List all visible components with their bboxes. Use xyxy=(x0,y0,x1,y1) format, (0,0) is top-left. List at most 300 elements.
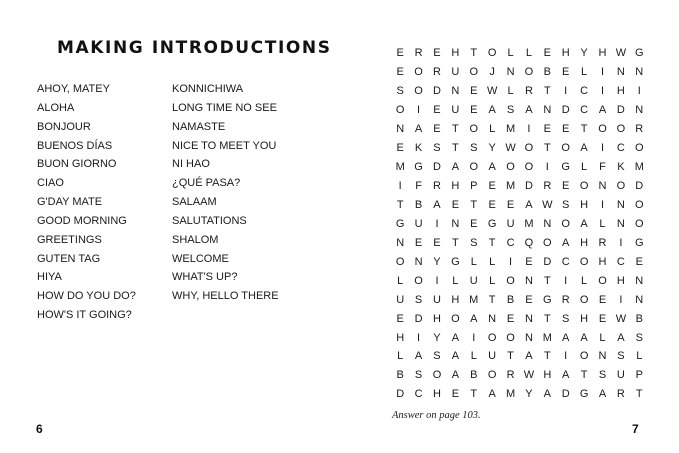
grid-letter: A xyxy=(488,104,496,117)
word-list-item: NAMASTE xyxy=(172,120,226,133)
grid-letter: T xyxy=(470,198,478,211)
grid-letter: O xyxy=(506,274,515,287)
grid-letter: D xyxy=(543,255,552,268)
grid-letter: S xyxy=(433,350,441,363)
grid-letter: I xyxy=(509,255,513,268)
grid-letter: E xyxy=(635,255,643,268)
word-list-item: BUON GIORNO xyxy=(37,158,117,171)
grid-letter: C xyxy=(506,236,515,249)
grid-letter: I xyxy=(435,217,439,230)
grid-letter: N xyxy=(396,236,405,249)
grid-letter: E xyxy=(396,47,404,60)
grid-letter: A xyxy=(562,331,570,344)
grid-letter: H xyxy=(433,388,441,401)
word-list-item: WHAT'S UP? xyxy=(172,271,238,284)
grid-letter: O xyxy=(414,66,423,79)
grid-row xyxy=(391,366,648,385)
grid-row xyxy=(391,290,648,309)
grid-letter: D xyxy=(524,180,533,193)
grid-letter: T xyxy=(470,47,478,60)
grid-letter: E xyxy=(451,198,460,211)
grid-row xyxy=(391,44,648,63)
grid-letter: A xyxy=(488,388,496,401)
grid-letter: O xyxy=(524,66,534,79)
grid-letter: L xyxy=(581,161,588,174)
grid-letter: E xyxy=(488,198,496,211)
grid-row xyxy=(391,82,648,101)
grid-letter: E xyxy=(470,85,478,98)
grid-letter: O xyxy=(634,217,644,230)
grid-letter: E xyxy=(396,312,404,325)
word-list-item: HOW DO YOU DO? xyxy=(37,290,136,303)
grid-letter: A xyxy=(451,161,460,174)
grid-letter: O xyxy=(579,180,589,193)
grid-letter: N xyxy=(451,85,460,98)
grid-letter: L xyxy=(599,331,606,344)
word-list-item: GOOD MORNING xyxy=(37,214,127,227)
grid-letter: S xyxy=(470,142,478,155)
grid-letter: I xyxy=(600,85,605,98)
grid-letter: S xyxy=(414,293,423,306)
grid-letter: N xyxy=(635,104,644,117)
grid-letter: R xyxy=(598,236,607,249)
grid-letter: R xyxy=(433,66,441,79)
grid-letter: E xyxy=(562,66,570,79)
grid-letter: T xyxy=(543,274,551,287)
grid-letter: N xyxy=(635,66,644,79)
grid-letter: T xyxy=(543,85,551,98)
grid-letter: U xyxy=(433,293,441,306)
grid-letter: G xyxy=(451,255,460,268)
grid-row xyxy=(391,63,648,82)
grid-row xyxy=(391,347,648,366)
grid-letter: I xyxy=(545,161,549,174)
grid-letter: O xyxy=(487,331,497,344)
grid-letter: T xyxy=(635,388,643,401)
grid-letter: R xyxy=(561,293,570,306)
word-list-item: KONNICHIWA xyxy=(172,83,244,95)
grid-letter: K xyxy=(414,142,423,155)
grid-letter: I xyxy=(637,85,641,98)
grid-letter: N xyxy=(598,180,607,193)
grid-letter: E xyxy=(562,180,570,193)
grid-letter: R xyxy=(543,180,552,193)
grid-letter: T xyxy=(452,236,459,249)
word-search-grid xyxy=(391,44,648,404)
grid-letter: L xyxy=(470,350,477,363)
grid-letter: M xyxy=(634,161,644,174)
grid-letter: E xyxy=(396,66,404,79)
grid-letter: S xyxy=(635,331,643,344)
word-list-item: SALUTATIONS xyxy=(172,214,247,227)
grid-letter: A xyxy=(451,331,460,344)
word-list-item: SALAAM xyxy=(172,196,217,209)
grid-letter: L xyxy=(525,47,532,60)
grid-letter: H xyxy=(451,47,460,60)
grid-letter: A xyxy=(451,369,460,382)
grid-row xyxy=(391,177,648,196)
grid-letter: E xyxy=(433,236,441,249)
grid-letter: O xyxy=(524,161,534,174)
grid-letter: Y xyxy=(580,47,588,60)
grid-letter: S xyxy=(506,104,515,117)
grid-letter: E xyxy=(433,123,441,136)
grid-letter: A xyxy=(470,312,478,325)
grid-letter: O xyxy=(598,274,607,287)
grid-letter: C xyxy=(414,388,423,401)
grid-letter: T xyxy=(488,236,496,249)
grid-letter: N xyxy=(543,217,552,230)
grid-letter: A xyxy=(525,104,533,117)
grid-letter: I xyxy=(417,331,421,344)
grid-letter: N xyxy=(543,104,552,117)
grid-letter: O xyxy=(487,47,497,60)
grid-letter: I xyxy=(435,274,439,287)
word-list-item: BONJOUR xyxy=(37,120,91,133)
grid-letter: E xyxy=(598,312,607,325)
grid-letter: U xyxy=(506,217,515,230)
grid-letter: H xyxy=(580,198,589,211)
grid-letter: G xyxy=(543,293,552,306)
grid-letter: M xyxy=(505,180,516,193)
grid-letter: Q xyxy=(524,236,534,249)
grid-letter: A xyxy=(580,217,588,230)
grid-row xyxy=(391,252,648,271)
grid-letter: N xyxy=(524,331,533,344)
grid-letter: D xyxy=(616,104,625,117)
grid-letter: O xyxy=(414,274,423,287)
grid-letter: O xyxy=(395,255,405,268)
word-list-item: BUENOS DÍAS xyxy=(37,139,113,152)
grid-letter: C xyxy=(580,104,589,117)
grid-letter: L xyxy=(452,274,459,287)
grid-letter: L xyxy=(397,274,404,287)
grid-letter: C xyxy=(580,85,589,98)
grid-row xyxy=(391,271,648,290)
grid-letter: W xyxy=(542,198,553,211)
grid-letter: O xyxy=(395,104,405,117)
grid-letter: A xyxy=(433,198,441,211)
grid-letter: N xyxy=(524,312,533,325)
grid-letter: H xyxy=(616,274,625,287)
grid-letter: H xyxy=(433,312,441,325)
grid-letter: E xyxy=(506,312,515,325)
grid-letter: M xyxy=(505,123,516,136)
grid-letter: K xyxy=(617,161,625,174)
grid-letter: W xyxy=(615,47,627,60)
grid-letter: S xyxy=(414,369,423,382)
grid-letter: G xyxy=(395,217,405,230)
grid-letter: A xyxy=(580,142,588,155)
grid-letter: S xyxy=(433,142,441,155)
grid-letter: O xyxy=(524,142,534,155)
grid-letter: I xyxy=(619,293,623,306)
grid-letter: T xyxy=(396,198,404,211)
grid-letter: T xyxy=(543,312,551,325)
grid-letter: U xyxy=(451,66,460,79)
grid-letter: U xyxy=(488,350,497,363)
grid-letter: D xyxy=(561,388,570,401)
grid-letter: O xyxy=(598,123,607,136)
grid-letter: E xyxy=(433,47,441,60)
grid-letter: A xyxy=(580,331,588,344)
grid-letter: M xyxy=(542,331,552,344)
grid-letter: O xyxy=(432,369,442,382)
word-list-item: GREETINGS xyxy=(37,233,102,246)
grid-letter: N xyxy=(635,274,644,287)
word-list-item: NI HAO xyxy=(172,158,210,171)
grid-letter: E xyxy=(488,180,496,193)
grid-letter: A xyxy=(488,161,496,174)
word-list-item: ALOHA xyxy=(37,101,75,114)
grid-letter: R xyxy=(635,123,644,136)
grid-letter: O xyxy=(451,312,460,325)
grid-letter: P xyxy=(470,180,478,193)
grid-letter: A xyxy=(617,331,625,344)
word-list-left xyxy=(37,80,136,325)
grid-letter: N xyxy=(616,66,625,79)
grid-letter: O xyxy=(616,180,626,193)
grid-letter: U xyxy=(414,217,423,230)
grid-letter: I xyxy=(417,104,421,117)
grid-letter: E xyxy=(433,104,441,117)
grid-letter: J xyxy=(489,66,495,79)
grid-letter: E xyxy=(470,217,478,230)
grid-letter: Y xyxy=(433,331,441,344)
grid-letter: D xyxy=(635,180,644,193)
grid-letter: T xyxy=(543,142,551,155)
grid-letter: N xyxy=(506,66,515,79)
grid-letter: O xyxy=(506,161,515,174)
word-list-item: G'DAY MATE xyxy=(37,196,103,209)
grid-letter: L xyxy=(470,255,477,268)
word-list-item: CIAO xyxy=(37,177,64,190)
grid-letter: D xyxy=(414,312,423,325)
grid-letter: O xyxy=(506,331,515,344)
grid-row xyxy=(391,158,648,177)
grid-letter: A xyxy=(562,236,570,249)
grid-row xyxy=(391,101,648,120)
grid-letter: T xyxy=(488,293,496,306)
grid-letter: S xyxy=(598,369,607,382)
grid-letter: A xyxy=(543,388,551,401)
grid-letter: W xyxy=(615,312,627,325)
grid-letter: N xyxy=(451,217,460,230)
grid-letter: E xyxy=(562,123,570,136)
word-list-item: WELCOME xyxy=(172,252,229,265)
grid-letter: E xyxy=(470,104,478,117)
grid-letter: O xyxy=(561,217,570,230)
grid-letter: A xyxy=(598,104,607,117)
grid-letter: B xyxy=(506,293,515,306)
grid-letter: O xyxy=(543,236,552,249)
grid-letter: G xyxy=(634,47,644,60)
grid-letter: Y xyxy=(488,142,496,155)
grid-letter: I xyxy=(527,123,531,136)
word-list-item: ¿QUÉ PASA? xyxy=(172,177,241,190)
page-title: MAKING INTRODUCTIONS xyxy=(57,38,332,58)
grid-letter: G xyxy=(579,388,589,401)
grid-letter: N xyxy=(414,255,423,268)
grid-letter: R xyxy=(433,180,441,193)
grid-letter: I xyxy=(564,350,568,363)
grid-letter: A xyxy=(562,369,570,382)
grid-letter: G xyxy=(414,161,423,174)
grid-letter: W xyxy=(523,369,535,382)
grid-letter: S xyxy=(562,198,570,211)
grid-letter: G xyxy=(561,161,570,174)
grid-letter: L xyxy=(599,217,606,230)
grid-letter: W xyxy=(486,85,498,98)
grid-letter: O xyxy=(579,255,589,268)
word-list-item: HIYA xyxy=(37,271,62,284)
grid-letter: L xyxy=(397,350,404,363)
grid-letter: S xyxy=(470,236,478,249)
grid-letter: L xyxy=(581,66,588,79)
grid-letter: F xyxy=(415,180,422,193)
grid-letter: M xyxy=(469,293,479,306)
grid-letter: H xyxy=(598,47,607,60)
word-list-item: WHY, HELLO THERE xyxy=(172,290,279,303)
grid-letter: O xyxy=(634,142,644,155)
word-list-item: GUTEN TAG xyxy=(37,252,101,265)
grid-letter: O xyxy=(634,198,644,211)
grid-letter: E xyxy=(451,388,460,401)
grid-letter: O xyxy=(414,85,423,98)
grid-letter: G xyxy=(487,217,497,230)
grid-letter: T xyxy=(580,123,588,136)
grid-letter: B xyxy=(635,312,643,325)
grid-letter: B xyxy=(543,66,551,79)
grid-row xyxy=(391,309,648,328)
grid-letter: A xyxy=(525,350,533,363)
grid-letter: R xyxy=(506,369,515,382)
grid-letter: D xyxy=(433,85,441,98)
grid-row xyxy=(391,196,648,215)
grid-letter: I xyxy=(600,142,605,155)
grid-letter: E xyxy=(543,123,551,136)
grid-letter: L xyxy=(489,123,496,136)
word-list-item: LONG TIME NO SEE xyxy=(172,101,277,114)
grid-letter: E xyxy=(543,47,551,60)
grid-letter: T xyxy=(543,350,551,363)
grid-letter: F xyxy=(599,161,606,174)
grid-letter: R xyxy=(616,388,625,401)
grid-letter: L xyxy=(489,274,496,287)
grid-letter: R xyxy=(524,85,533,98)
grid-row xyxy=(391,214,648,233)
grid-letter: N xyxy=(524,274,533,287)
grid-letter: S xyxy=(562,312,570,325)
grid-letter: T xyxy=(452,142,459,155)
grid-letter: A xyxy=(525,198,533,211)
grid-letter: M xyxy=(395,161,405,174)
grid-letter: H xyxy=(580,236,589,249)
grid-letter: E xyxy=(525,293,533,306)
grid-letter: E xyxy=(506,198,515,211)
grid-letter: N xyxy=(598,350,607,363)
grid-row xyxy=(391,328,648,347)
grid-letter: U xyxy=(616,369,625,382)
grid-letter: L xyxy=(581,274,588,287)
grid-row xyxy=(391,120,648,139)
grid-letter: D xyxy=(396,388,405,401)
grid-letter: L xyxy=(507,85,514,98)
grid-letter: I xyxy=(398,180,402,193)
grid-letter: H xyxy=(561,47,570,60)
grid-letter: N xyxy=(396,123,405,136)
grid-letter: E xyxy=(525,255,533,268)
grid-letter: E xyxy=(598,293,607,306)
word-list-item: NICE TO MEET YOU xyxy=(172,139,277,152)
grid-letter: T xyxy=(452,123,459,136)
grid-letter: L xyxy=(636,350,643,363)
grid-letter: B xyxy=(396,369,404,382)
grid-letter: I xyxy=(472,331,476,344)
word-list-item: HOW'S IT GOING? xyxy=(37,309,132,322)
grid-letter: H xyxy=(543,369,552,382)
grid-letter: U xyxy=(469,274,478,287)
grid-letter: O xyxy=(561,142,570,155)
grid-letter: H xyxy=(396,331,405,344)
grid-letter: C xyxy=(616,255,625,268)
grid-letter: E xyxy=(414,236,423,249)
grid-letter: M xyxy=(524,217,534,230)
grid-letter: C xyxy=(561,255,570,268)
grid-letter: O xyxy=(469,161,479,174)
grid-letter: A xyxy=(598,388,607,401)
grid-letter: I xyxy=(564,85,568,98)
grid-letter: B xyxy=(470,369,478,382)
grid-letter: D xyxy=(561,104,570,117)
grid-row xyxy=(391,233,648,252)
grid-letter: O xyxy=(616,123,626,136)
grid-letter: R xyxy=(414,47,423,60)
grid-letter: S xyxy=(396,85,404,98)
answer-note: Answer on page 103. xyxy=(392,410,481,421)
grid-letter: N xyxy=(616,198,625,211)
grid-letter: L xyxy=(507,47,514,60)
grid-letter: E xyxy=(396,142,404,155)
grid-row xyxy=(391,385,648,404)
grid-letter: M xyxy=(505,388,516,401)
grid-letter: L xyxy=(489,255,496,268)
grid-letter: A xyxy=(451,350,460,363)
grid-letter: W xyxy=(505,142,516,155)
grid-letter: H xyxy=(580,312,589,325)
grid-letter: T xyxy=(580,369,588,382)
grid-letter: G xyxy=(634,236,644,249)
grid-letter: I xyxy=(564,274,568,287)
grid-letter: I xyxy=(600,198,605,211)
word-list-item: AHOY, MATEY xyxy=(37,83,110,95)
grid-letter: B xyxy=(414,198,423,211)
grid-letter: N xyxy=(488,312,497,325)
grid-letter: O xyxy=(469,66,479,79)
grid-letter: H xyxy=(598,255,607,268)
grid-letter: P xyxy=(635,369,643,382)
grid-letter: I xyxy=(600,66,605,79)
grid-letter: A xyxy=(414,350,423,363)
grid-letter: N xyxy=(616,217,625,230)
grid-letter: H xyxy=(451,293,460,306)
grid-letter: C xyxy=(616,142,625,155)
grid-letter: U xyxy=(451,104,460,117)
grid-letter: O xyxy=(579,350,589,363)
grid-letter: I xyxy=(619,236,623,249)
page-number-right: 7 xyxy=(632,422,639,436)
grid-letter: T xyxy=(507,350,514,363)
